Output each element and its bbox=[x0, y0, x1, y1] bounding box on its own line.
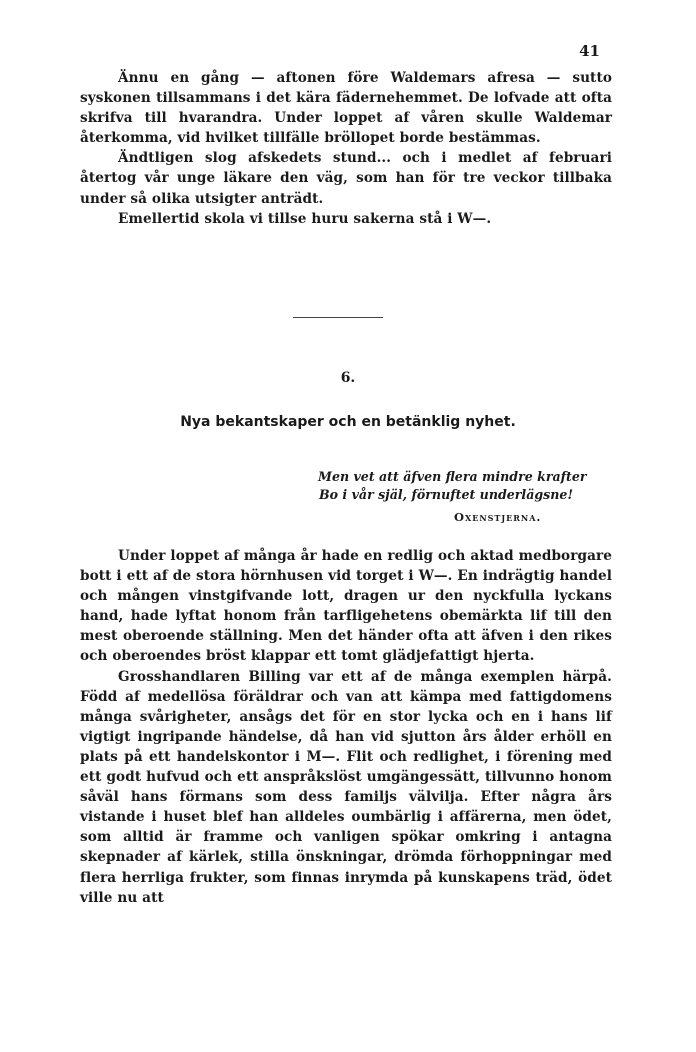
epigraph bbox=[318, 468, 618, 524]
section-divider bbox=[293, 317, 383, 318]
chapter-body bbox=[80, 546, 612, 908]
chapter-number: 6. bbox=[340, 370, 356, 386]
paragraph: Emellertid skola vi tillse huru sakerna stå i W—. bbox=[118, 210, 492, 227]
page-number: 41 bbox=[579, 42, 600, 60]
chapter-title: Nya bekantskaper och en betänklig nyhet. bbox=[180, 414, 516, 430]
epigraph-author: Oxenstjerna. bbox=[454, 510, 542, 524]
paragraph: Ännu en gång — aftonen före Waldemars afresa — sutto syskonen tillsammans i det kära fädernehemmet. De lofvade att ofta skrifva till hvarandra. Under loppet af våren skulle Waldemar återkomma, vid hvilket tillfälle bröllopet borde bestämmas. bbox=[80, 70, 612, 147]
epigraph-line: Bo i vår själ, förnuftet underlägsne! bbox=[319, 487, 573, 502]
epigraph-line: Men vet att äfven flera mindre krafter bbox=[318, 469, 587, 484]
paragraph: Under loppet af många år hade en redlig och aktad medborgare bott i ett af de stora hörnhusen vid torget i W—. En indrägtig handel och mången vinstgifvande lott, dragen ur den nyckfulla lyckans hand, hade lyftat honom från tarfligehetens obemärkta lif till den mest oberoende ställning. Men det händer ofta att äfven i den rikes och oberoendes bröst klappar ett tomt glädjefattigt hjerta. bbox=[80, 548, 612, 665]
paragraph: Ändtligen slog afskedets stund... och i medlet af februari återtog vår unge läkare den väg, som han för tre veckor tillbaka under så olika utsigter anträdt. bbox=[80, 150, 612, 207]
top-text-section bbox=[80, 68, 612, 229]
paragraph: Grosshandlaren Billing var ett af de många exemplen härpå. Född af medellösa föräldrar och van att kämpa med fattigdomens många svårigheter, ansågs det för en stor lycka och en i hans lif vigtigt ingripande händelse, då han vid sjutton års ålder erhöll en plats på ett handelskontor i M—. Flit och redlighet, i förening med ett godt hufvud och ett anspråkslöst umgängessätt, tillvunno honom såväl hans förmans som dess familjs välvilja. Efter några års vistande i huset blef han alldeles oumbärlig i affärerna, men ödet, som alltid är framme och vanligen spökar omkring i antagna skepnader af kärlek, stilla önskningar, drömda förhoppningar med flera herrliga frukter, som finnas inrymda på kunskapens träd, ödet ville nu att bbox=[80, 668, 612, 906]
